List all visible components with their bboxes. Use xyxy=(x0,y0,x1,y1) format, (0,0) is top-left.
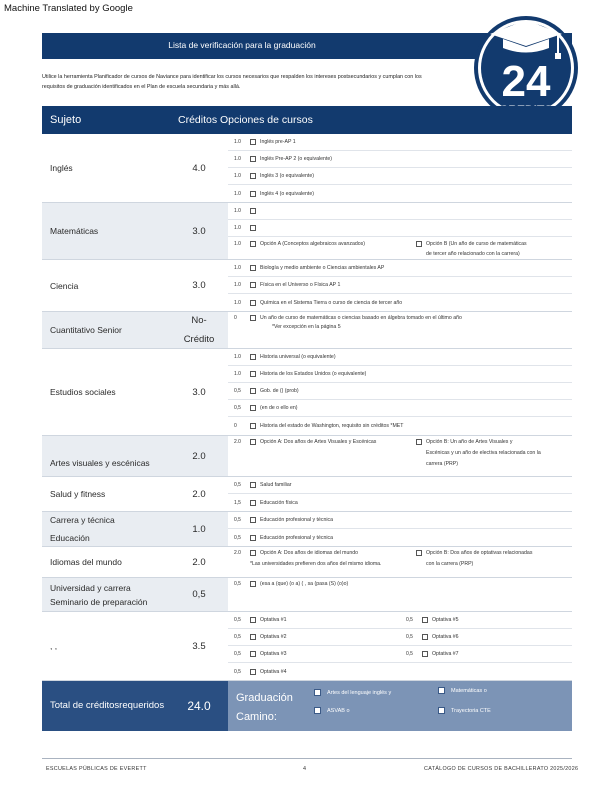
checkbox[interactable] xyxy=(416,550,422,556)
credits-science: 3.0 xyxy=(170,260,228,312)
checkbox[interactable] xyxy=(250,517,256,523)
checkbox[interactable] xyxy=(250,550,256,556)
pathway-option-asvab: ASVAB o xyxy=(314,707,350,714)
pathway-option-math: Matemáticas o xyxy=(438,687,487,694)
checkbox[interactable] xyxy=(250,354,256,360)
row-electives xyxy=(42,612,572,681)
subject-senior-quantitative: Cuantitativo Senior xyxy=(42,312,170,349)
row-arts xyxy=(42,436,572,477)
pathway-option-english: Artes del lenguaje inglés y xyxy=(314,689,391,696)
course-line: 1.0 Física en el Universo o Física AP 1 xyxy=(228,277,572,294)
credits-math: 3.0 xyxy=(170,203,228,260)
checkbox[interactable] xyxy=(250,191,256,197)
row-career-technical xyxy=(42,512,572,547)
checkbox[interactable] xyxy=(250,651,256,657)
course-line: 1.0 Inglés Pre-AP 2 (o equivalente) xyxy=(228,151,572,168)
credits-english: 4.0 xyxy=(170,134,228,203)
course-line: 1.0 Inglés 4 (o equivalente) xyxy=(234,190,314,197)
checkbox[interactable] xyxy=(250,300,256,306)
course-line: 1.0 xyxy=(228,203,572,220)
course-line: 1.0 Inglés 3 (o equivalente) xyxy=(228,168,572,185)
pathway-label: Graduación Camino: xyxy=(236,692,293,723)
pathway-option-cte: Trayectoria CTE xyxy=(438,707,491,714)
credits-electives: 3.5 xyxy=(170,612,228,681)
checkbox[interactable] xyxy=(314,707,321,714)
course-line: 1.0 Historia universal (o equivalente) xyxy=(228,349,572,366)
subject-social-studies: Estudios sociales xyxy=(42,349,170,436)
checkbox[interactable] xyxy=(422,651,428,657)
elective-line: 0,5 Optativa #2 0,5 Optativa #6 xyxy=(228,629,572,646)
credits-college-career-prep: 0,5 xyxy=(170,578,228,612)
checkbox[interactable] xyxy=(422,634,428,640)
row-social-studies xyxy=(42,349,572,436)
checkbox[interactable] xyxy=(250,139,256,145)
subject-career-technical: Carrera y técnica Educación xyxy=(42,512,170,547)
subject-science: Ciencia xyxy=(42,260,170,312)
checkbox[interactable] xyxy=(250,315,256,321)
intro-text: Utilice la herramienta Planificador de cursos de Naviance para identificar los cursos necesarios que respalden los intereses postsecundarios y cumplan con los requisitos de graduación identificados en el Plan de escuela secundaria y más allá. xyxy=(42,74,422,90)
checkbox[interactable] xyxy=(250,581,256,587)
footer-right: CATÁLOGO DE CURSOS DE BACHILLERATO 2025/2026 xyxy=(424,766,579,772)
header-subject: Sujeto xyxy=(42,106,170,134)
graduation-checklist-table xyxy=(42,106,572,731)
course-line: 0,5 Educación profesional y técnica xyxy=(228,512,572,529)
checkbox[interactable] xyxy=(250,617,256,623)
course-line: 0 Historia del estado de Washington, requisito sin créditos *MET xyxy=(234,423,404,429)
course-option-line: 2.0 Opción A: Dos años de idiomas del mundo *Las universidades prefieren dos años del mismo idioma. Opción B: Dos años de optativas relacionadas con la carrera (PRP) xyxy=(234,550,533,567)
row-science xyxy=(42,260,572,312)
subject-math: Matemáticas xyxy=(42,203,170,260)
subject-college-career-prep: Universidad y carrera Seminario de preparación xyxy=(42,578,170,612)
checkbox[interactable] xyxy=(250,482,256,488)
course-line: 0,5 (esa a (que) (o a) ( , sa (pasa (S) (o)o) xyxy=(234,581,349,587)
checkbox[interactable] xyxy=(250,669,256,675)
checkbox[interactable] xyxy=(250,173,256,179)
checkbox[interactable] xyxy=(250,371,256,377)
row-senior-quantitative xyxy=(42,312,572,349)
row-english xyxy=(42,134,572,203)
checkbox[interactable] xyxy=(250,634,256,640)
checkbox[interactable] xyxy=(250,439,256,445)
subject-arts: Artes visuales y escénicas xyxy=(42,436,170,477)
elective-line: 0,5 Optativa #4 xyxy=(234,668,287,675)
row-math xyxy=(42,203,572,260)
subject-world-languages: Idiomas del mundo xyxy=(42,547,170,578)
checkbox[interactable] xyxy=(250,156,256,162)
page-title: Lista de verificación para la graduación xyxy=(168,40,316,50)
course-line: 1.0 Química en el Sistema Tierra o curso de ciencia de tercer año xyxy=(234,299,403,306)
checkbox[interactable] xyxy=(422,617,428,623)
course-line: 0 Un año de curso de matemáticas o ciencias basado en álgebra tomado en el último año *Ver excepción en la página 5 xyxy=(234,315,462,330)
elective-line: 0,5 Optativa #3 0,5 Optativa #7 xyxy=(228,646,572,663)
credits-arts: 2.0 xyxy=(170,436,228,477)
row-health-fitness xyxy=(42,477,572,512)
course-option-line: 2.0 Opción A: Dos años de Artes Visuales y Escénicas Opción B: Un año de Artes Visuales y Escénicas y un año de electiva relacionada con la carrera (PRP) xyxy=(234,439,541,467)
credits-senior-quantitative: No- Crédito xyxy=(170,312,228,349)
checkbox[interactable] xyxy=(250,388,256,394)
course-line: 1.0 xyxy=(228,220,572,237)
total-credits-value: 24.0 xyxy=(170,681,228,731)
checkbox[interactable] xyxy=(416,241,422,247)
checkbox[interactable] xyxy=(250,535,256,541)
course-line: 0,5 (en de o ello en) xyxy=(228,400,572,417)
checkbox[interactable] xyxy=(250,500,256,506)
subject-health-fitness: Salud y fitness xyxy=(42,477,170,512)
credits-health-fitness: 2.0 xyxy=(170,477,228,512)
checkbox[interactable] xyxy=(438,687,445,694)
checkbox[interactable] xyxy=(250,241,256,247)
course-line: 1.0 Historia de los Estados Unidos (o equivalente) xyxy=(228,366,572,383)
checkbox[interactable] xyxy=(416,439,422,445)
checkbox[interactable] xyxy=(250,405,256,411)
subject-electives: , , xyxy=(42,612,170,681)
row-world-languages xyxy=(42,547,572,578)
graduation-pathway xyxy=(228,681,572,731)
course-line: 0,5 Educación profesional y técnica xyxy=(234,534,333,541)
checkbox[interactable] xyxy=(250,265,256,271)
elective-line: 0,5 Optativa #1 0,5 Optativa #5 xyxy=(228,612,572,629)
course-line: 1.0 Inglés pre-AP 1 xyxy=(228,134,572,151)
header-credits-options: Créditos Opciones de cursos xyxy=(170,106,572,134)
course-line: 0,5 Gob. de () (prob) xyxy=(228,383,572,400)
row-college-career-prep xyxy=(42,578,572,612)
header-row xyxy=(42,106,572,134)
course-line: 0,5 Salud familiar xyxy=(228,477,572,494)
checkbox[interactable] xyxy=(250,208,256,214)
footer-page-number: 4 xyxy=(303,766,307,772)
footer-left: ESCUELAS PÚBLICAS DE EVERETT xyxy=(46,766,147,772)
course-option-line: 1.0 Opción A (Conceptos algebraicos avanzados) Opción B (Un año de curso de matemáticas de tercer año relacionado con la carrera) xyxy=(234,241,527,257)
checkbox[interactable] xyxy=(250,282,256,288)
checkbox[interactable] xyxy=(250,423,256,429)
total-row xyxy=(42,681,572,731)
credits-social-studies: 3.0 xyxy=(170,349,228,436)
course-line: 1,5 Educación física xyxy=(234,499,298,506)
checkbox[interactable] xyxy=(438,707,445,714)
subject-english: Inglés xyxy=(42,134,170,203)
badge-number: 24 xyxy=(501,57,551,106)
credits-career-technical: 1.0 xyxy=(170,512,228,547)
credits-world-languages: 2.0 xyxy=(170,547,228,578)
footer-rule xyxy=(42,758,572,759)
total-credits-label: Total de créditosrequeridos xyxy=(42,681,170,731)
checkbox[interactable] xyxy=(314,689,321,696)
checkbox[interactable] xyxy=(250,225,256,231)
machine-translated-note: Machine Translated by Google xyxy=(4,3,133,14)
course-line: 1.0 Biología y medio ambiente o Ciencias ambientales AP xyxy=(228,260,572,277)
